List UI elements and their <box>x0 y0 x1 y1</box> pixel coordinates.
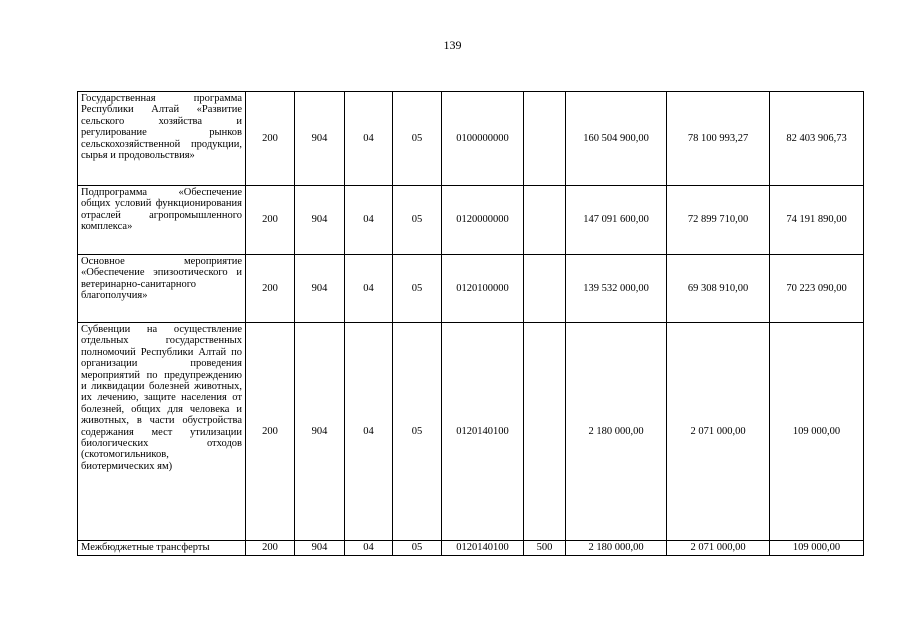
sum-third-cell: 74 191 890,00 <box>770 186 864 255</box>
section-code-cell: 04 <box>345 255 393 323</box>
expense-type-cell <box>524 92 566 186</box>
admin-code-cell: 200 <box>246 186 295 255</box>
sum-third-cell: 109 000,00 <box>770 323 864 541</box>
sum-total-cell: 160 504 900,00 <box>566 92 667 186</box>
section-code-cell: 04 <box>345 92 393 186</box>
subsection-code-cell: 05 <box>393 255 442 323</box>
admin-code-cell: 200 <box>246 255 295 323</box>
subsection-code-cell: 05 <box>393 323 442 541</box>
section-code-cell: 04 <box>345 186 393 255</box>
subsection-code-cell: 05 <box>393 541 442 556</box>
table-row <box>78 541 864 556</box>
row-name: Подпрограмма «Обеспечение общих условий функционирования отраслей агропромышленного комплекса» <box>78 186 246 255</box>
sum-third-cell: 82 403 906,73 <box>770 92 864 186</box>
budget-table <box>77 91 864 556</box>
table-row <box>78 255 864 323</box>
department-code-cell: 904 <box>295 541 345 556</box>
sum-total-cell: 2 180 000,00 <box>566 541 667 556</box>
target-article-cell: 0120100000 <box>442 255 524 323</box>
table-row <box>78 92 864 186</box>
row-name: Межбюджетные трансферты <box>78 541 246 556</box>
sum-second-cell: 2 071 000,00 <box>667 323 770 541</box>
department-code-cell: 904 <box>295 323 345 541</box>
sum-total-cell: 2 180 000,00 <box>566 323 667 541</box>
target-article-cell: 0120140100 <box>442 541 524 556</box>
row-name: Основное мероприятие «Обеспечение эпизоотического и ветеринарно-санитарного благополучия» <box>78 255 246 323</box>
sum-third-cell: 109 000,00 <box>770 541 864 556</box>
admin-code-cell: 200 <box>246 323 295 541</box>
expense-type-cell <box>524 186 566 255</box>
target-article-cell: 0120140100 <box>442 323 524 541</box>
subsection-code-cell: 05 <box>393 92 442 186</box>
sum-third-cell: 70 223 090,00 <box>770 255 864 323</box>
sum-second-cell: 78 100 993,27 <box>667 92 770 186</box>
expense-type-cell: 500 <box>524 541 566 556</box>
admin-code-cell: 200 <box>246 92 295 186</box>
expense-type-cell <box>524 323 566 541</box>
target-article-cell: 0100000000 <box>442 92 524 186</box>
expense-type-cell <box>524 255 566 323</box>
section-code-cell: 04 <box>345 541 393 556</box>
sum-second-cell: 72 899 710,00 <box>667 186 770 255</box>
sum-second-cell: 2 071 000,00 <box>667 541 770 556</box>
admin-code-cell: 200 <box>246 541 295 556</box>
sum-second-cell: 69 308 910,00 <box>667 255 770 323</box>
target-article-cell: 0120000000 <box>442 186 524 255</box>
sum-total-cell: 139 532 000,00 <box>566 255 667 323</box>
table-row <box>78 186 864 255</box>
row-name: Субвенции на осуществление отдельных государственных полномочий Республики Алтай по организации проведения мероприятий по предупреждению и ликвидации болезней животных, их лечению, защите населения от болезней, общих для человека и животных, в части обустройства содержания мест утилизации биологических отходов (скотомогильников, биотермических ям) <box>78 323 246 541</box>
row-name: Государственная программа Республики Алтай «Развитие сельского хозяйства и регулирование рынков сельскохозяйственной продукции, сырья и продовольствия» <box>78 92 246 186</box>
section-code-cell: 04 <box>345 323 393 541</box>
subsection-code-cell: 05 <box>393 186 442 255</box>
department-code-cell: 904 <box>295 186 345 255</box>
page-number: 139 <box>443 38 462 52</box>
department-code-cell: 904 <box>295 255 345 323</box>
department-code-cell: 904 <box>295 92 345 186</box>
table-row <box>78 323 864 541</box>
sum-total-cell: 147 091 600,00 <box>566 186 667 255</box>
